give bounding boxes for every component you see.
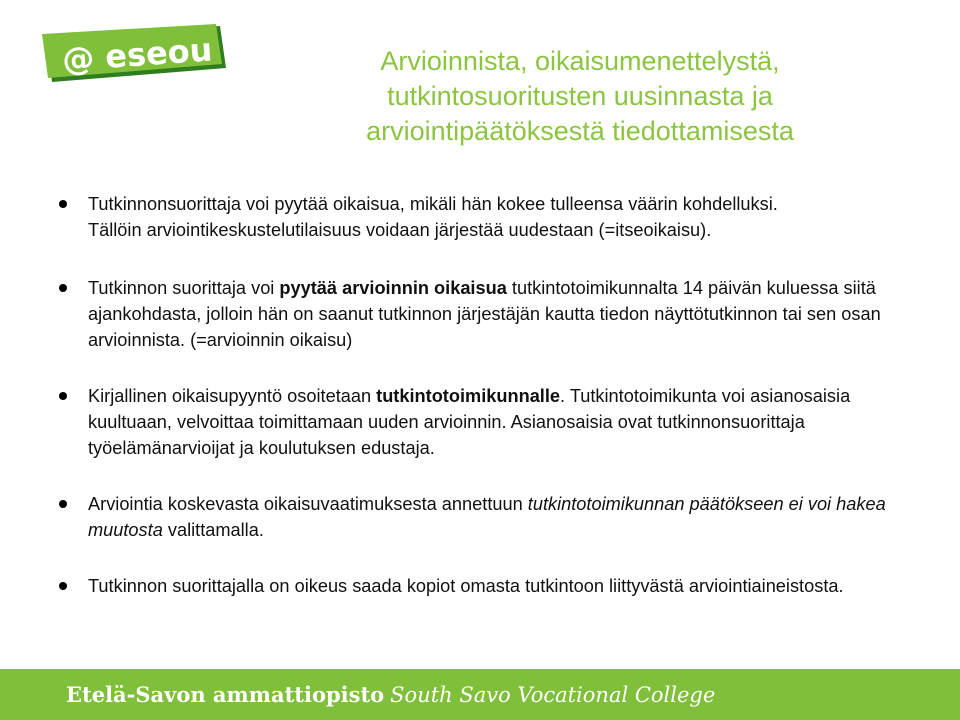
page-title bbox=[280, 44, 880, 149]
bullet-1-line-2: Tällöin arviointikeskustelutilaisuus voidaan järjestää uudestaan (=itseoikaisu). bbox=[88, 220, 712, 240]
bullet-dot-icon bbox=[59, 392, 67, 400]
bullet-2-bold: pyytää arvioinnin oikaisua bbox=[279, 278, 507, 298]
bullet-3-pre: Kirjallinen oikaisupyyntö osoitetaan bbox=[88, 386, 377, 406]
bullet-list bbox=[55, 191, 895, 599]
bullet-dot-icon bbox=[59, 582, 67, 590]
bullet-3-post: . Tutkintotoimikunta voi asianosaisia kuultuaan, velvoittaa toimittamaan uuden arvioinnin. Asianosaisia ovat tutkinnonsuorittaja työelämänarvioijat ja koulutuksen edustaja. bbox=[88, 386, 851, 458]
bullet-dot-icon bbox=[59, 200, 67, 208]
footer-name-en: South Savo Vocational College bbox=[390, 683, 716, 707]
title-line-1: Arvioinnista, oikaisumenettelystä, bbox=[380, 46, 780, 76]
list-item bbox=[55, 383, 895, 461]
esedu-logo bbox=[42, 24, 232, 88]
footer-name-fi: Etelä-Savon ammattiopisto bbox=[66, 682, 385, 707]
bullet-dot-icon bbox=[59, 500, 67, 508]
title-line-3: arviointipäätöksestä tiedottamisesta bbox=[366, 116, 794, 146]
footer-institution bbox=[66, 682, 715, 707]
list-item bbox=[55, 573, 895, 599]
bullet-dot-icon bbox=[59, 284, 67, 292]
footer-bar bbox=[0, 669, 960, 720]
logo-text: @ eseou bbox=[60, 30, 214, 79]
bullet-4-post: valittamalla. bbox=[162, 520, 264, 540]
list-item bbox=[55, 191, 895, 243]
list-item bbox=[55, 275, 895, 353]
title-line-2: tutkintosuoritusten uusinnasta ja bbox=[387, 81, 773, 111]
esedu-logo-icon bbox=[42, 24, 232, 88]
bullet-4-italic: tutkintotoimikunnan päätökseen ei voi hakea muutosta bbox=[88, 494, 886, 540]
bullet-2-post: tutkintotoimikunnalta 14 päivän kuluessa siitä ajankohdasta, jolloin hän on saanut tutkinnon järjestäjän kautta tiedon näyttötutkinnon tai sen osan arvioinnista. (=arvioinnin oikaisu) bbox=[88, 278, 881, 350]
bullet-4-pre: Arviointia koskevasta oikaisuvaatimuksesta annettuun bbox=[88, 494, 528, 514]
bullet-3-bold: tutkintotoimikunnalle bbox=[376, 386, 561, 406]
bullet-5-text: Tutkinnon suorittajalla on oikeus saada kopiot omasta tutkintoon liittyvästä arviointiaineistosta. bbox=[88, 576, 844, 596]
list-item bbox=[55, 491, 895, 543]
bullet-2-pre: Tutkinnon suorittaja voi bbox=[88, 278, 280, 298]
bullet-1-line-1: Tutkinnonsuorittaja voi pyytää oikaisua, mikäli hän kokee tulleensa väärin kohdelluksi. bbox=[88, 194, 778, 214]
